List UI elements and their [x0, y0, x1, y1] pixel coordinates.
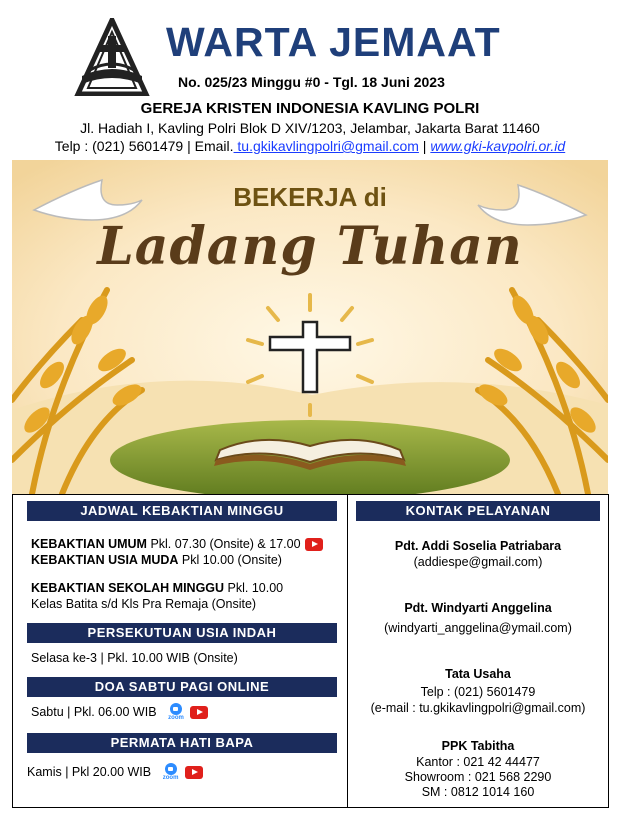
contact-line	[0, 138, 620, 154]
kebaktian-umum-time: Pkl. 07.30 (Onsite) & 17.00	[146, 537, 301, 551]
pdt1-email: (addiespe@gmail.com)	[413, 555, 543, 569]
banner-title: Ladang Tuhan	[97, 216, 523, 277]
newsletter-title: WARTA JEMAAT	[166, 19, 501, 65]
usia-muda-label: KEBAKTIAN USIA MUDA	[31, 553, 179, 567]
permata-detail: Kamis | Pkl 20.00 WIB	[27, 764, 152, 779]
pdt2-name: Pdt. Windyarti Anggelina	[404, 601, 552, 615]
youtube-icon[interactable]	[190, 706, 208, 719]
kebaktian-umum	[31, 537, 323, 551]
tata-usaha-name: Tata Usaha	[445, 667, 511, 681]
separator: |	[418, 138, 431, 154]
ppk-kantor: Kantor : 021 42 44477	[416, 755, 540, 769]
permata-heading: PERMATA HATI BAPA	[27, 733, 337, 753]
youtube-icon[interactable]	[305, 538, 323, 551]
schedule-panel	[12, 494, 348, 808]
persekutuan-heading: PERSEKUTUAN USIA INDAH	[27, 623, 337, 643]
website-link[interactable]: www.gki-kavpolri.or.id	[430, 138, 566, 154]
kebaktian-sekolah-minggu	[31, 581, 283, 595]
doa-row	[31, 703, 208, 722]
doa-detail: Sabtu | Pkl. 06.00 WIB	[31, 704, 157, 719]
tata-usaha-phone: Telp : (021) 5601479	[420, 685, 536, 699]
theme-banner	[12, 160, 608, 494]
pdt2-email: (windyarti_anggelina@ymail.com)	[384, 621, 572, 635]
kebaktian-usia-muda	[31, 553, 282, 567]
zoom-icon[interactable]: zoom	[166, 703, 186, 722]
church-name: GEREJA KRISTEN INDONESIA KAVLING POLRI	[140, 100, 480, 117]
sekolah-minggu-note: Kelas Batita s/d Kls Pra Remaja (Onsite)	[31, 597, 257, 611]
pdt1-name: Pdt. Addi Soselia Patriabara	[394, 539, 562, 553]
persekutuan-detail: Selasa ke-3 | Pkl. 10.00 WIB (Onsite)	[31, 651, 238, 665]
ppk-name: PPK Tabitha	[441, 739, 515, 753]
doa-heading: DOA SABTU PAGI ONLINE	[27, 677, 337, 697]
zoom-icon[interactable]: zoom	[161, 763, 181, 782]
church-logo	[72, 18, 152, 96]
kebaktian-umum-label: KEBAKTIAN UMUM	[31, 537, 147, 551]
ppk-sm: SM : 0812 1014 160	[421, 785, 535, 799]
issue-info: No. 025/23 Minggu #0 - Tgl. 18 Juni 2023	[178, 74, 445, 90]
sekolah-minggu-label: KEBAKTIAN SEKOLAH MINGGU	[31, 581, 225, 595]
ppk-showroom: Showroom : 021 568 2290	[404, 770, 552, 784]
contacts-heading: KONTAK PELAYANAN	[356, 501, 600, 521]
banner-subtitle: BEKERJA di	[233, 182, 387, 212]
tata-usaha-email: (e-mail : tu.gkikavlingpolri@gmail.com)	[370, 701, 586, 715]
sekolah-minggu-time: Pkl. 10.00	[224, 581, 284, 595]
email-link[interactable]: tu.gkikavlingpolri@gmail.com	[233, 138, 419, 154]
church-address: Jl. Hadiah I, Kavling Polri Blok D XIV/1203, Jelambar, Jakarta Barat 11460	[80, 120, 540, 136]
schedule-heading: JADWAL KEBAKTIAN MINGGU	[27, 501, 337, 521]
contacts-panel	[347, 494, 609, 808]
usia-muda-time: Pkl 10.00 (Onsite)	[178, 553, 282, 567]
permata-row	[27, 763, 203, 782]
phone-text: Telp : (021) 5601479 | Email.	[54, 138, 234, 154]
youtube-icon[interactable]	[185, 766, 203, 779]
